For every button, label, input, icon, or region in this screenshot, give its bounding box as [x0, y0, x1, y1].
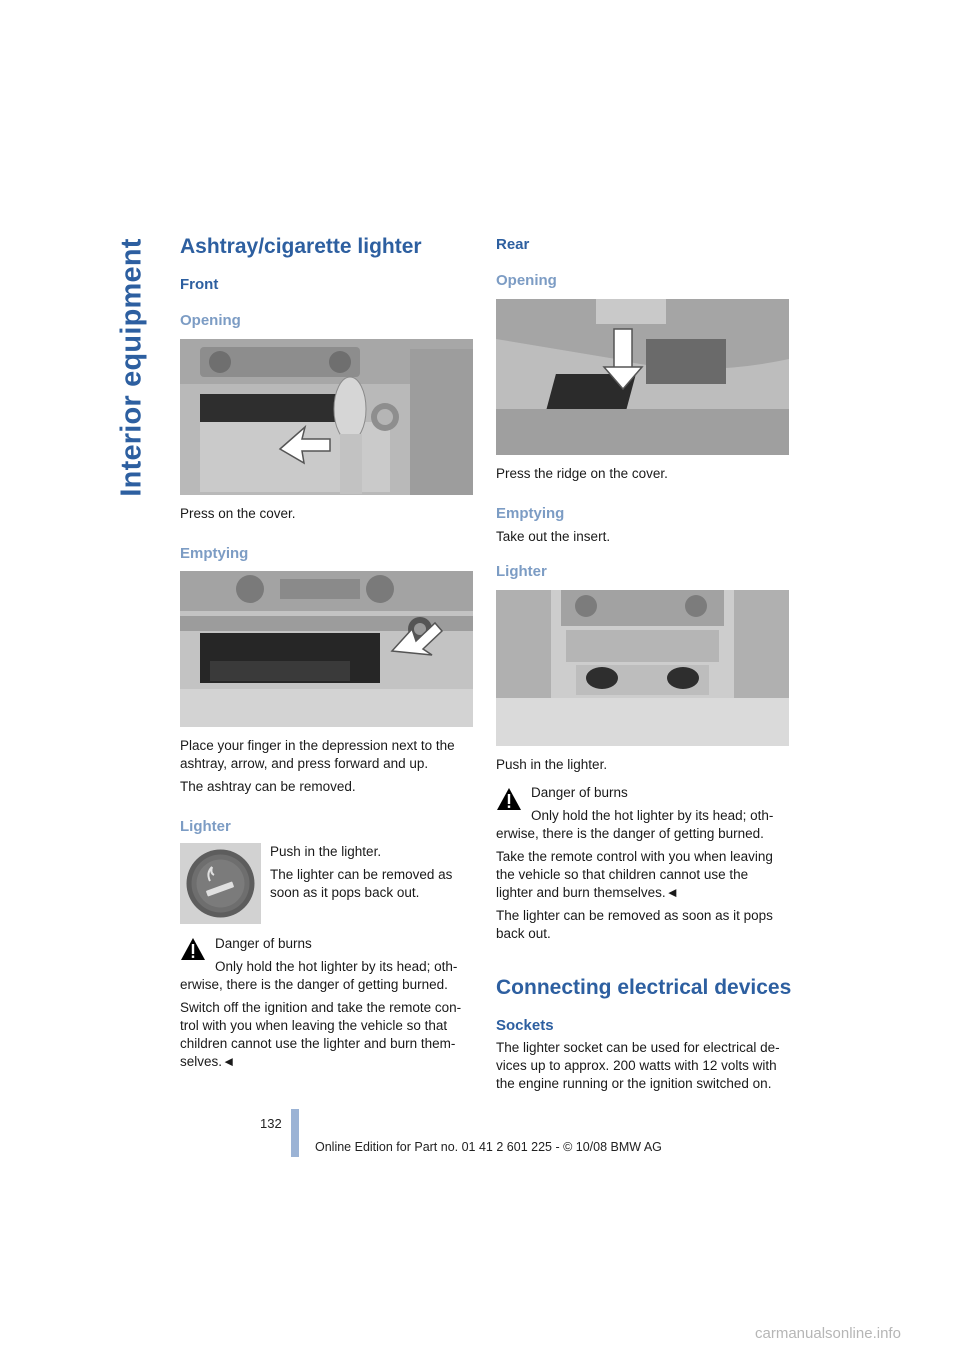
emptying-front-text-2: ashtray, arrow, and press forward and up.: [180, 756, 429, 771]
section-title-electrical: Connecting electrical devices: [496, 976, 792, 999]
sockets-line-3: the engine running or the ignition switched on.: [496, 1076, 772, 1091]
footer-bar: [291, 1109, 299, 1157]
heading-emptying-front: Emptying: [180, 545, 249, 562]
heading-lighter-front: Lighter: [180, 818, 231, 835]
sockets-line-1: The lighter socket can be used for electrical de-: [496, 1040, 780, 1055]
warning-front-title: Danger of burns: [215, 936, 312, 951]
heading-rear: Rear: [496, 236, 530, 253]
emptying-rear-text: Take out the insert.: [496, 529, 611, 544]
opening-rear-text: Press the ridge on the cover.: [496, 466, 668, 481]
removed-rear-line-2: back out.: [496, 926, 551, 941]
heading-front: Front: [180, 276, 219, 293]
lighter-front-text-2: The lighter can be removed as: [270, 867, 453, 882]
lighter-front-text-1: Push in the lighter.: [270, 844, 382, 859]
warning-front-line-1: Only hold the hot lighter by its head; oth-: [215, 959, 458, 974]
heading-opening-rear: Opening: [496, 272, 557, 289]
warning-front-line-3: Switch off the ignition and take the remote con-: [180, 1000, 462, 1015]
page-number: 132: [260, 1116, 282, 1131]
warning-rear-line-4: the vehicle so that children cannot use the: [496, 867, 749, 882]
warning-rear-line-2: erwise, there is the danger of getting burned.: [496, 826, 764, 841]
warning-triangle-icon: [180, 937, 206, 961]
heading-opening-front: Opening: [180, 312, 241, 329]
photo-rear-ashtray-opening: [496, 299, 789, 455]
chapter-side-tab: [112, 232, 152, 502]
heading-emptying-rear: Emptying: [496, 505, 565, 522]
warning-rear-line-3: Take the remote control with you when leaving: [496, 849, 773, 864]
photo-front-ashtray-opening: [180, 339, 473, 495]
watermark: carmanualsonline.info: [755, 1325, 901, 1342]
warning-front-line-2: erwise, there is the danger of getting burned.: [180, 977, 448, 992]
warning-rear-title: Danger of burns: [531, 785, 628, 800]
heading-sockets: Sockets: [496, 1017, 554, 1034]
footer-edition: Online Edition for Part no. 01 41 2 601 225 - © 10/08 BMW AG: [315, 1140, 662, 1154]
section-title-ashtray: Ashtray/cigarette lighter: [180, 235, 422, 258]
removed-rear-line-1: The lighter can be removed as soon as it pops: [496, 908, 773, 923]
cigarette-lighter-icon: [180, 843, 261, 924]
warning-front-line-4: trol with you when leaving the vehicle so that: [180, 1018, 448, 1033]
lighter-front-text-3: soon as it pops back out.: [270, 885, 420, 900]
lighter-rear-text: Push in the lighter.: [496, 757, 608, 772]
emptying-front-text-3: The ashtray can be removed.: [180, 779, 356, 794]
photo-rear-lighter: [496, 590, 789, 746]
warning-rear-line-1: Only hold the hot lighter by its head; oth-: [531, 808, 774, 823]
warning-rear-line-5: lighter and burn themselves.◄: [496, 885, 679, 900]
sockets-line-2: vices up to approx. 200 watts with 12 volts with: [496, 1058, 777, 1073]
heading-lighter-rear: Lighter: [496, 563, 547, 580]
warning-front-line-5: children cannot use the lighter and burn them-: [180, 1036, 456, 1051]
opening-front-text: Press on the cover.: [180, 506, 296, 521]
photo-front-ashtray-emptying: [180, 571, 473, 727]
emptying-front-text-1: Place your finger in the depression next to the: [180, 738, 455, 753]
warning-front-line-6: selves.◄: [180, 1054, 236, 1069]
chapter-title: Interior equipment: [115, 237, 148, 497]
warning-triangle-icon: [496, 787, 522, 811]
